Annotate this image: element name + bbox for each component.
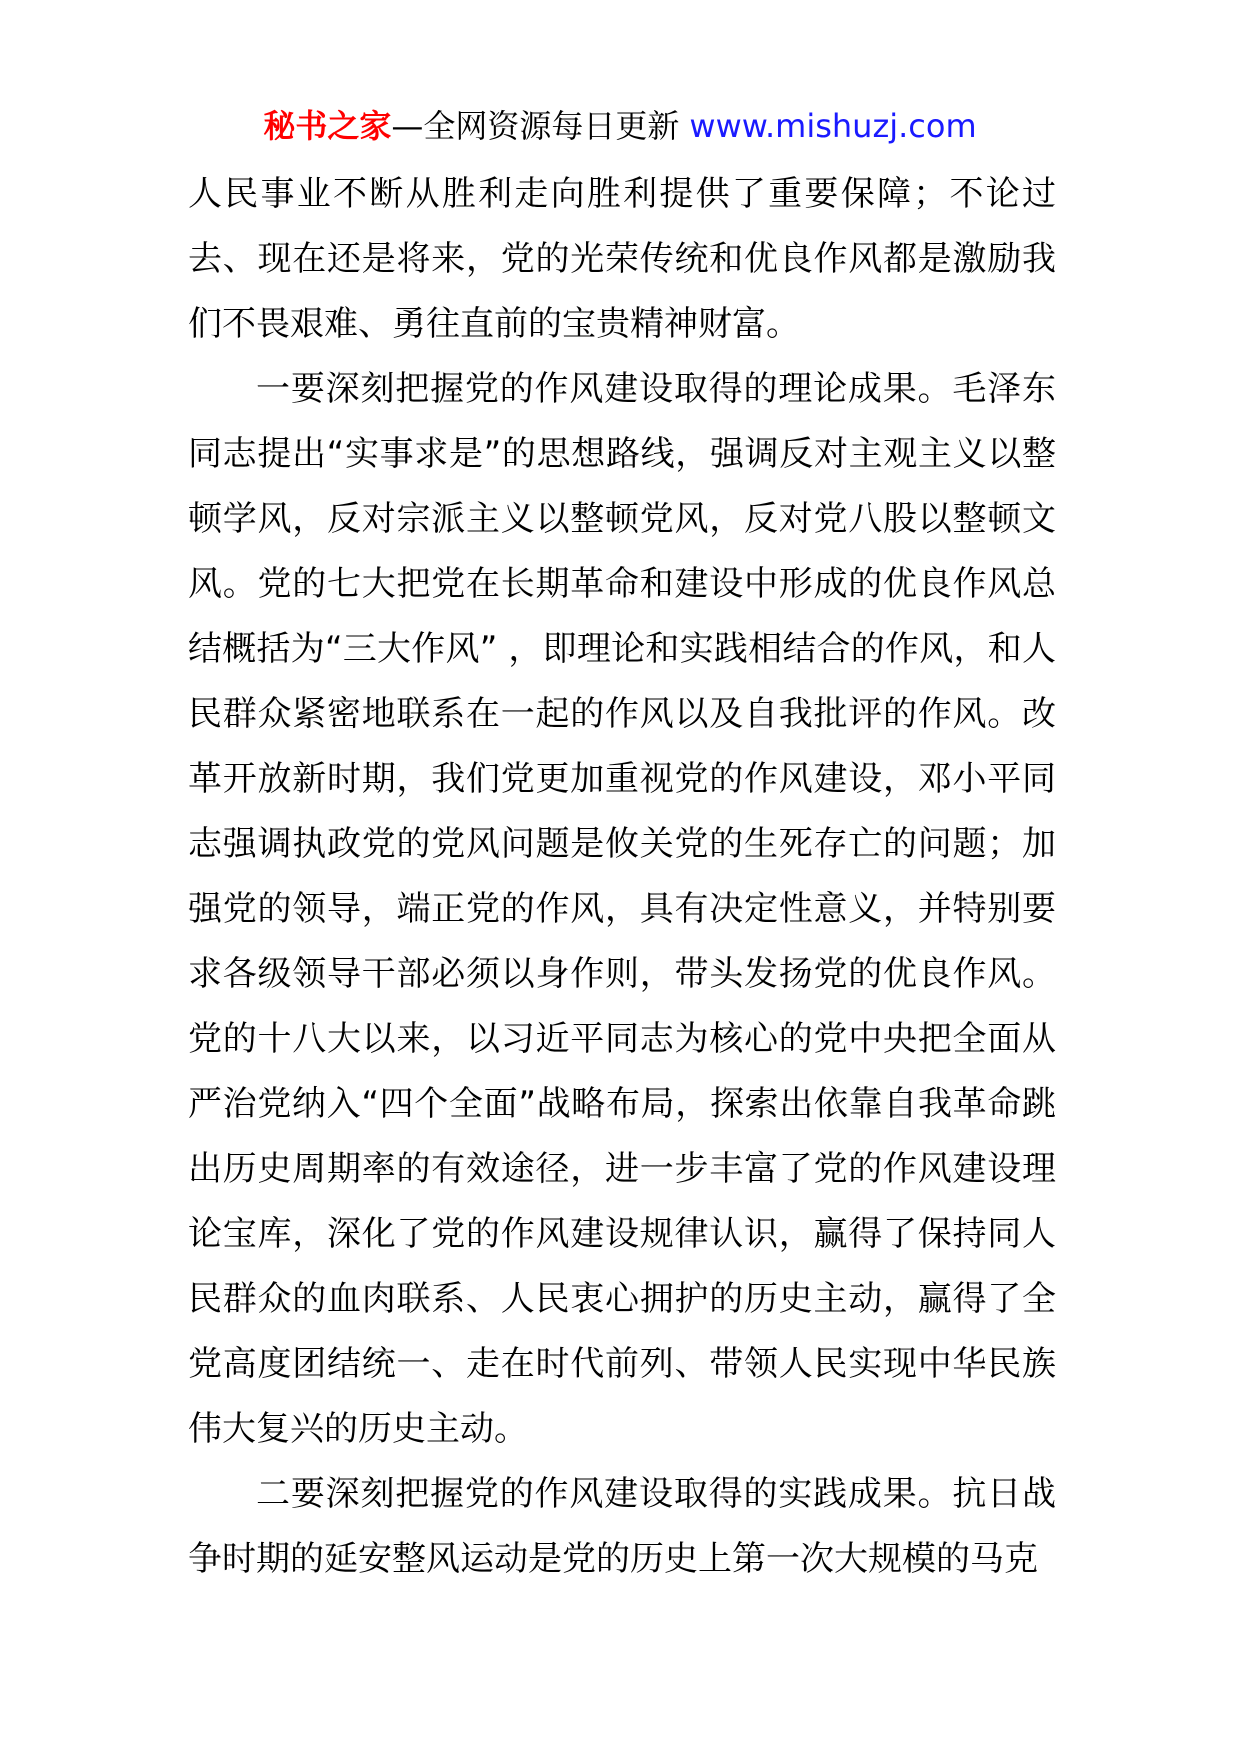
site-tagline: —全网资源每日更新 <box>391 107 680 145</box>
site-header <box>0 104 1240 148</box>
site-brand: 秘书之家 <box>263 107 392 145</box>
document-body <box>188 162 1056 1592</box>
site-url-link[interactable]: www.mishuzj.com <box>689 107 977 145</box>
paragraph-practice: 二要深刻把握党的作风建设取得的实践成果。抗日战争时期的延安整风运动是党的历史上第一次大规模的马克 <box>188 1474 1056 1579</box>
paragraph-continuation: 人民事业不断从胜利走向胜利提供了重要保障；不论过去、现在还是将来，党的光荣传统和优良作风都是激励我们不畏艰难、勇往直前的宝贵精神财富。 <box>188 174 1056 344</box>
paragraph-theory: 一要深刻把握党的作风建设取得的理论成果。毛泽东同志提出“实事求是”的思想路线，强调反对主观主义以整顿学风，反对宗派主义以整顿党风，反对党八股以整顿文风。党的七大把党在长期革命和建设中形成的优良作风总结概括为“三大作风” ，即理论和实践相结合的作风，和人民群众紧密地联系在一起的作风以及自我批评的作风。改革开放新时期，我们党更加重视党的作风建设，邓小平同志强调执政党的党风问题是攸关党的生死存亡的问题；加强党的领导，端正党的作风，具有决定性意义，并特别要求各级领导干部必须以身作则，带头发扬党的优良作风。党的十八大以来，以习近平同志为核心的党中央把全面从严治党纳入“四个全面”战略布局，探索出依靠自我革命跳出历史周期率的有效途径，进一步丰富了党的作风建设理论宝库，深化了党的作风建设规律认识，赢得了保持同人民群众的血肉联系、人民衷心拥护的历史主动，赢得了全党高度团结统一、走在时代前列、带领人民实现中华民族伟大复兴的历史主动。 <box>188 369 1056 1449</box>
